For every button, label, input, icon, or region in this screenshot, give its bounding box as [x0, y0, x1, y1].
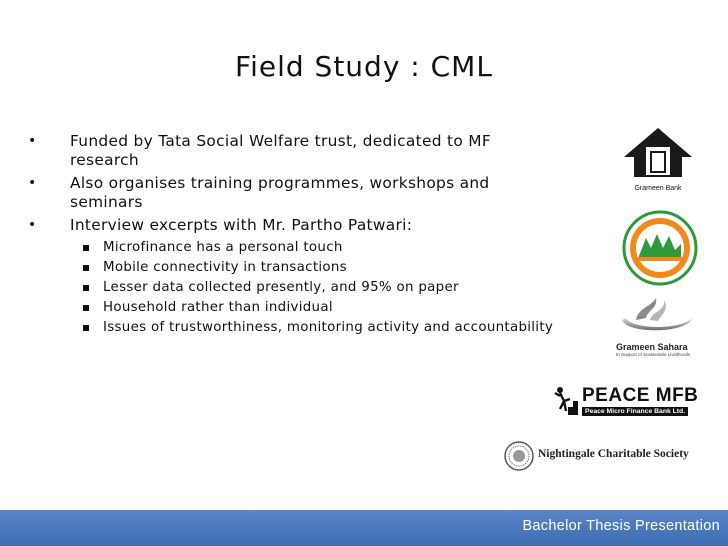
grameen-sahara-swirl-icon	[612, 290, 702, 338]
bullet-text: Also organises training programmes, workshops and seminars	[70, 174, 490, 211]
climbing-figure-icon	[552, 385, 582, 417]
bullet-dot-icon: •	[28, 175, 37, 191]
bullet-text: Interview excerpts with Mr. Partho Patwari:	[70, 216, 413, 234]
peace-mfb-logo	[552, 385, 702, 419]
sub-bullet-text: Lesser data collected presently, and 95% on paper	[103, 280, 459, 295]
sub-bullet-text: Issues of trustworthiness, monitoring activity and accountability	[103, 320, 554, 335]
sub-bullet-item	[28, 279, 588, 297]
footer-text: Bachelor Thesis Presentation	[522, 518, 720, 534]
sub-bullet-item	[28, 239, 588, 257]
house-icon	[620, 125, 696, 181]
square-bullet-icon	[83, 325, 89, 331]
bullet-text: Funded by Tata Social Welfare trust, dedicated to MF research	[70, 132, 491, 169]
sub-bullet-text: Household rather than individual	[103, 300, 333, 315]
peace-mfb-name: PEACE MFB	[582, 385, 699, 406]
square-bullet-icon	[83, 265, 89, 271]
square-bullet-icon	[83, 285, 89, 291]
nightingale-seal-icon	[504, 441, 534, 471]
bullet-dot-icon: •	[28, 133, 37, 149]
square-bullet-icon	[83, 305, 89, 311]
emblem-icon	[622, 210, 698, 286]
bullet-dot-icon: •	[28, 217, 37, 233]
grameen-sahara-label: Grameen Sahara	[616, 342, 688, 352]
peace-mfb-subtitle: Peace Micro Finance Bank Ltd.	[582, 407, 688, 416]
microfinance-centre-emblem	[622, 210, 698, 286]
nightingale-name: Nightingale Charitable Society	[538, 448, 689, 460]
sub-bullet-item	[28, 319, 588, 337]
grameen-bank-label: Grameen Bank	[634, 185, 682, 192]
grameen-bank-logo	[620, 125, 696, 195]
bullet-item	[28, 174, 588, 212]
bullet-item	[28, 216, 588, 235]
nightingale-logo	[504, 440, 704, 474]
square-bullet-icon	[83, 245, 89, 251]
sub-bullet-text: Microfinance has a personal touch	[103, 240, 343, 255]
sub-bullet-item	[28, 299, 588, 317]
grameen-sahara-tagline: In Support of Sustainable Livelihoods	[616, 352, 691, 357]
slide-title: Field Study : CML	[235, 50, 493, 83]
bullet-item	[28, 132, 588, 170]
sub-bullet-item	[28, 259, 588, 277]
grameen-sahara-logo	[612, 290, 702, 362]
sub-bullet-text: Mobile connectivity in transactions	[103, 260, 347, 275]
bullet-list	[28, 132, 588, 339]
